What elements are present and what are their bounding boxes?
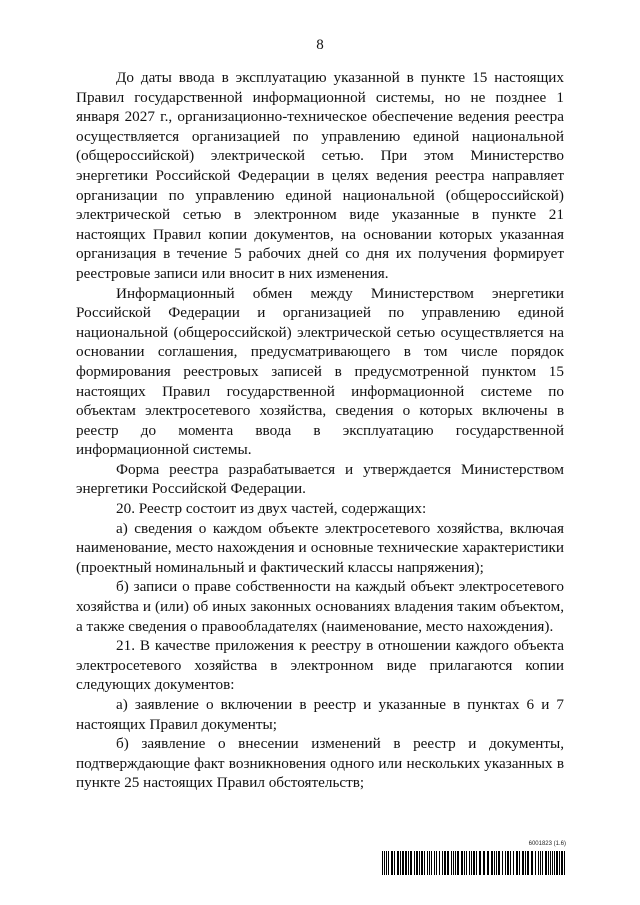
page-number: 8 xyxy=(316,37,324,53)
document-code: 6001823 (1.6) xyxy=(528,841,566,847)
paragraph: а) сведения о каждом объекте электросетевого хозяйства, включая наименование, место нахождения и основные технические характеристики (проектный номинальный и фактический классы напряжения); xyxy=(76,519,564,576)
paragraph: 21. В качестве приложения к реестру в отношении каждого объекта электросетевого хозяйства в электронном виде прилагаются копии следующих документов: xyxy=(76,637,564,694)
document-footer xyxy=(382,841,566,877)
paragraph: б) заявление о внесении изменений в реестр и документы, подтверждающие факт возникновения одного или нескольких указанных в пункте 25 настоящих Правил обстоятельств; xyxy=(76,735,564,792)
paragraph: До даты ввода в эксплуатацию указанной в пункте 15 настоящих Правил государственной информационной системы, но не позднее 1 января 2027 г., организационно-техническое обеспечение ведения реестра осуществляется организацией по управлению единой национальной (общероссийской) электрической сетью. При этом Министерство энергетики Российской Федерации в целях ведения реестра направляет организации по управлению единой национальной (общероссийской) электрической сетью в электронном виде указанные в пункте 21 настоящих Правил копии документов, на основании которых указанная организация в течение 5 рабочих дней со дня их получения формирует реестровые записи или вносит в них изменения. xyxy=(76,69,564,282)
barcode-icon xyxy=(382,851,566,875)
paragraph: Информационный обмен между Министерством энергетики Российской Федерации и организацией по управлению единой национальной (общероссийской) электрической сетью осуществляется на основании соглашения, предусматривающего в том числе порядок формирования реестровых записей в предусмотренной пунктом 15 настоящих Правил государственной информационной системе по объектам электросетевого хозяйства, сведения о которых включены в реестр до момента ввода в эксплуатацию государственной информационной системы. xyxy=(76,284,564,459)
paragraph: Форма реестра разрабатывается и утверждается Министерством энергетики Российской Федерации. xyxy=(76,460,564,498)
paragraph: 20. Реестр состоит из двух частей, содержащих: xyxy=(116,500,427,518)
paragraph: а) заявление о включении в реестр и указанные в пунктах 6 и 7 настоящих Правил документы; xyxy=(76,696,564,733)
paragraph: б) записи о праве собственности на каждый объект электросетевого хозяйства и (или) об иных законных основаниях владения таким объектом, а также сведения о правообладателях (наименование, место нахождения). xyxy=(76,578,564,635)
document-body xyxy=(76,68,564,793)
